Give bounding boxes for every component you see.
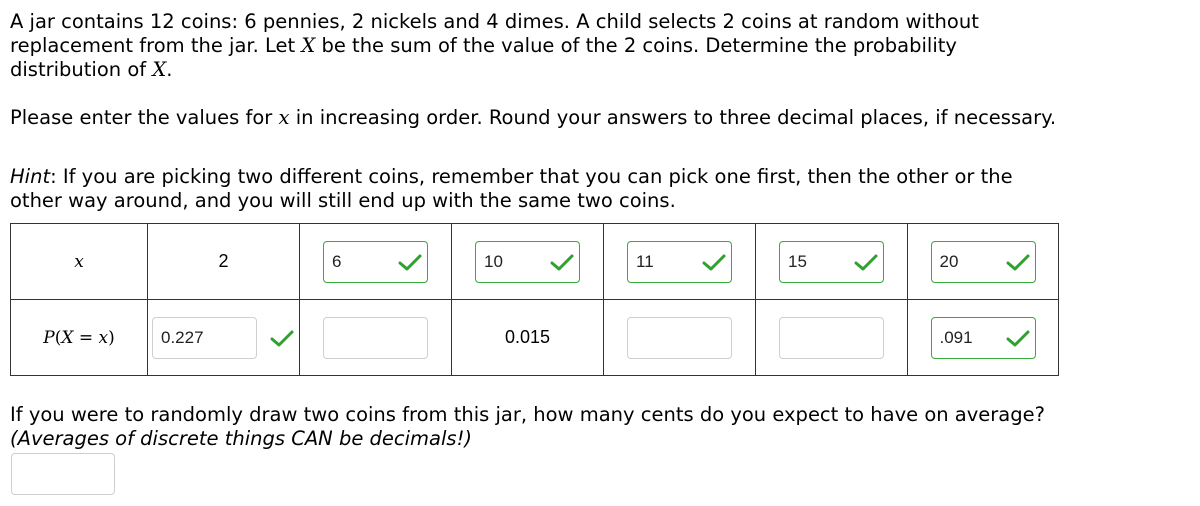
p-input-value: .091: [939, 327, 973, 347]
question-line-3-start: distribution of: [10, 58, 153, 81]
x-input-4[interactable]: [627, 241, 732, 283]
question-line-1: A jar contains 12 coins: 6 pennies, 2 nickels and 4 dimes. A child selects 2 coins at random without: [10, 10, 979, 33]
check-icon: [269, 328, 295, 348]
p-cell-3: [452, 300, 604, 376]
p-cell-6: [908, 300, 1059, 376]
hint-line-1: : If you are picking two different coins, remember that you can pick one first, then the other or the: [50, 165, 1013, 188]
probability-row: [11, 300, 1059, 376]
p-input-5[interactable]: [779, 317, 884, 359]
x-input-5[interactable]: [779, 241, 884, 283]
question-line-2-start: replacement from the jar. Let: [10, 34, 302, 57]
p-cell-2: [300, 300, 452, 376]
p-input-2[interactable]: [323, 317, 428, 359]
check-icon: [397, 252, 423, 272]
x-input-3[interactable]: [475, 241, 580, 283]
x-cell-1: [148, 224, 300, 300]
x-cell-6: [908, 224, 1059, 300]
x-row: [11, 224, 1059, 300]
x-header-label: x: [74, 251, 84, 272]
check-icon: [1005, 328, 1031, 348]
x-input-6[interactable]: [931, 241, 1036, 283]
instructions-end: in increasing order. Round your answers to three decimal places, if necessary.: [289, 106, 1057, 129]
x-cell-3: [452, 224, 604, 300]
p-input-value: 0.227: [161, 327, 204, 347]
followup-line-1: If you were to randomly draw two coins from this jar, how many cents do you expect to have on average?: [10, 403, 1045, 426]
p-input-4[interactable]: [627, 317, 732, 359]
x-input-value: 20: [939, 251, 959, 271]
x-row-header: [11, 224, 148, 300]
followup-text: [10, 403, 1045, 451]
variable-x: x: [278, 106, 290, 129]
p-cell-4: [604, 300, 756, 376]
p-input-6[interactable]: [931, 317, 1036, 359]
average-answer-input[interactable]: [11, 453, 115, 495]
p-cell-1: [148, 300, 300, 376]
followup-line-2: (Averages of discrete things CAN be decimals!): [10, 427, 473, 450]
x-cell-5: [756, 224, 908, 300]
p-value-static: 0.015: [504, 327, 551, 347]
x-input-value: 11: [636, 251, 654, 271]
x-cell-4: [604, 224, 756, 300]
variable-X: X: [301, 34, 316, 57]
hint-text: [10, 165, 1013, 213]
x-value-static: 2: [218, 251, 229, 271]
probability-header-label: P(X = x): [43, 327, 115, 348]
check-icon: [549, 252, 575, 272]
x-cell-2: [300, 224, 452, 300]
question-line-2-end: be the sum of the value of the 2 coins. Determine the probability: [315, 34, 957, 57]
p-cell-5: [756, 300, 908, 376]
instructions-text: [10, 106, 1056, 130]
x-input-value: 6: [332, 251, 342, 271]
probability-table: [10, 223, 1059, 376]
check-icon: [853, 252, 879, 272]
hint-label: Hint: [10, 165, 51, 188]
x-input-value: 15: [788, 251, 807, 271]
check-icon: [701, 252, 727, 272]
p-input-1[interactable]: [152, 317, 257, 359]
probability-row-header: [11, 300, 148, 376]
x-input-value: 10: [484, 251, 503, 271]
hint-line-2: other way around, and you will still end up with the same two coins.: [10, 189, 676, 212]
instructions-start: Please enter the values for: [10, 106, 279, 129]
question-line-3-end: .: [166, 58, 173, 81]
variable-X: X: [152, 58, 167, 81]
x-input-2[interactable]: [323, 241, 428, 283]
question-text: [10, 10, 979, 82]
check-icon: [1005, 252, 1031, 272]
